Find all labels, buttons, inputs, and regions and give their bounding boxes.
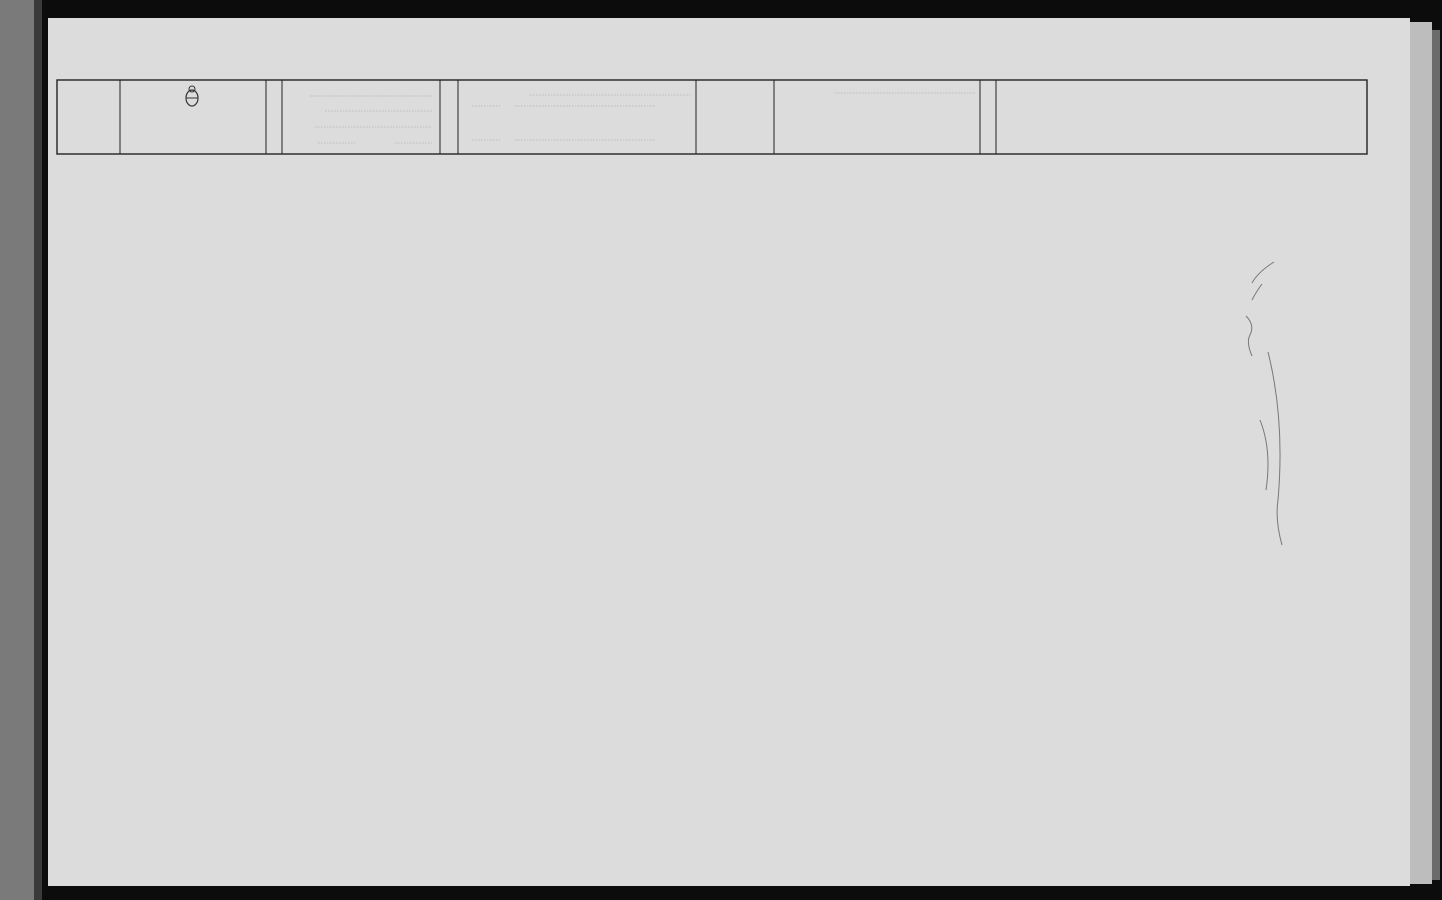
coat-of-arms-icon — [186, 86, 198, 106]
header-box — [57, 80, 1367, 154]
pencil-annotations — [1246, 262, 1282, 545]
